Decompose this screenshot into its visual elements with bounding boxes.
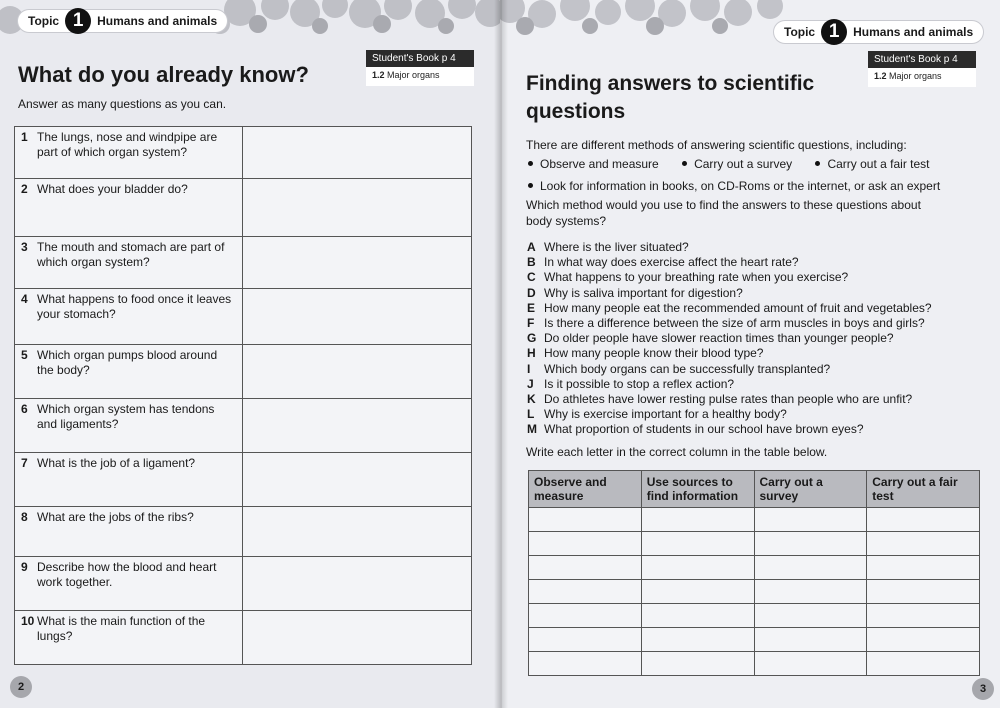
question-number: 8 (21, 510, 28, 524)
question-cell (15, 345, 243, 399)
question-text: Which organ pumps blood around the body? (37, 348, 218, 377)
page-title: What do you already know? (18, 62, 309, 87)
answer-cell[interactable] (243, 345, 472, 399)
question-text: What is the job of a ligament? (37, 456, 196, 470)
column-header: Carry out a survey (754, 471, 867, 508)
question-number: 1 (21, 130, 28, 144)
question-text: Where is the liver situated? (544, 240, 689, 254)
answer-cell[interactable] (641, 628, 754, 652)
answer-cell[interactable] (641, 532, 754, 556)
methods-list (526, 157, 948, 171)
question-letter: H (527, 346, 536, 361)
topic-pill (774, 21, 983, 43)
table-row (529, 628, 980, 652)
question-text: What are the jobs of the ribs? (37, 510, 194, 524)
column-header: Carry out a fair test (867, 471, 980, 508)
question-cell (15, 179, 243, 237)
list-item (527, 240, 932, 255)
question-number: 3 (21, 240, 28, 254)
topic-label: Topic (784, 25, 816, 39)
answer-cell[interactable] (243, 289, 472, 345)
question-letter: D (527, 285, 536, 300)
answer-cell[interactable] (529, 580, 642, 604)
question-number: 7 (21, 456, 28, 470)
answer-cell[interactable] (243, 127, 472, 179)
section-name: Major organs (387, 70, 440, 80)
list-item (527, 377, 932, 392)
answer-cell[interactable] (867, 532, 980, 556)
section-number: 1.2 (372, 70, 385, 80)
answer-cell[interactable] (754, 580, 867, 604)
question-text: What proportion of students in our school have brown eyes? (544, 422, 864, 437)
answer-cell[interactable] (529, 508, 642, 532)
list-item (527, 286, 932, 301)
table-instruction: Write each letter in the correct column in the table below. (526, 445, 828, 459)
answer-table (528, 470, 980, 676)
question-cell (15, 289, 243, 345)
table-row (529, 652, 980, 676)
topic-number: 1 (821, 19, 847, 45)
question-text: How many people know their blood type? (544, 346, 764, 361)
table-row (15, 289, 472, 345)
question-cell (15, 557, 243, 611)
table-row (15, 557, 472, 611)
question-letter: C (527, 270, 536, 285)
answer-cell[interactable] (754, 508, 867, 532)
answer-cell[interactable] (641, 556, 754, 580)
column-header: Use sources to find information (641, 471, 754, 508)
questions-table (14, 126, 472, 665)
question-text: Describe how the blood and heart work together. (37, 560, 217, 589)
table-row (529, 580, 980, 604)
list-item (527, 255, 932, 270)
page-title: Finding answers to scientific questions (526, 72, 815, 123)
question-text: What happens to food once it leaves your stomach? (37, 292, 232, 321)
question-text: Why is saliva important for digestion? (544, 285, 743, 300)
list-item (527, 270, 932, 285)
answer-cell[interactable] (529, 556, 642, 580)
page-number: 3 (972, 678, 994, 700)
question-number: 9 (21, 560, 28, 574)
question-text: What is the main function of the lungs? (37, 614, 206, 643)
topic-number: 1 (65, 8, 91, 34)
question-number: 6 (21, 402, 28, 416)
table-row (529, 556, 980, 580)
list-item (527, 346, 932, 361)
question-cell (15, 237, 243, 289)
answer-cell[interactable] (754, 532, 867, 556)
answer-cell[interactable] (867, 556, 980, 580)
question-text: Do older people have slower reaction times than younger people? (544, 331, 894, 346)
question-number: 4 (21, 292, 28, 306)
answer-cell[interactable] (529, 628, 642, 652)
answer-cell[interactable] (754, 652, 867, 676)
list-item (527, 362, 932, 377)
answer-cell[interactable] (243, 453, 472, 507)
answer-cell[interactable] (243, 611, 472, 665)
question-cell (15, 611, 243, 665)
answer-cell[interactable] (867, 628, 980, 652)
list-item (527, 301, 932, 316)
list-item (527, 392, 932, 407)
answer-cell[interactable] (243, 507, 472, 557)
question-text: Why is exercise important for a healthy body? (544, 407, 787, 422)
column-header: Observe and measure (529, 471, 642, 508)
table-row (15, 127, 472, 179)
method-item: Carry out a fair test (813, 157, 929, 171)
question-letter: K (527, 392, 536, 407)
list-item (527, 407, 932, 422)
question-text: Is it possible to stop a reflex action? (544, 376, 735, 391)
question-letter: L (527, 407, 535, 422)
answer-cell[interactable] (243, 557, 472, 611)
question-number: 10 (21, 614, 35, 628)
answer-cell[interactable] (641, 604, 754, 628)
answer-cell[interactable] (529, 652, 642, 676)
answer-cell[interactable] (529, 532, 642, 556)
answer-cell[interactable] (243, 399, 472, 453)
students-book-ref: Student's Book p 4 (868, 51, 976, 68)
answer-cell[interactable] (529, 604, 642, 628)
question-number: 5 (21, 348, 28, 362)
section-number: 1.2 (874, 71, 887, 81)
answer-cell[interactable] (867, 508, 980, 532)
answer-cell[interactable] (641, 580, 754, 604)
question-letter: F (527, 316, 535, 331)
students-book-ref: Student's Book p 4 (366, 50, 474, 67)
answer-cell[interactable] (867, 604, 980, 628)
question-letter: E (527, 300, 536, 315)
answer-cell[interactable] (754, 628, 867, 652)
method-item: Look for information in books, on CD-Roms or the internet, or ask an expert (526, 179, 940, 193)
answer-cell[interactable] (641, 652, 754, 676)
table-row (529, 604, 980, 628)
answer-cell[interactable] (754, 556, 867, 580)
students-book-tag (868, 51, 976, 87)
question-number: 2 (21, 182, 28, 196)
intro-text: There are different methods of answering scientific questions, including: (526, 138, 907, 152)
book-gutter (494, 0, 508, 708)
question-text: Is there a difference between the size of arm muscles in boys and girls? (544, 316, 925, 331)
question-text: The lungs, nose and windpipe are part of which organ system? (37, 130, 218, 159)
question-text: How many people eat the recommended amount of fruit and vegetables? (544, 300, 932, 315)
table-row (529, 532, 980, 556)
table-row (15, 507, 472, 557)
list-item (527, 316, 932, 331)
table-row (15, 179, 472, 237)
question-text: Which body organs can be successfully transplanted? (544, 361, 831, 376)
topic-name: Humans and animals (853, 25, 974, 39)
students-book-tag (366, 50, 474, 86)
table-row (15, 453, 472, 507)
question-letter: I (527, 361, 531, 376)
list-item (527, 331, 932, 346)
method-item: Observe and measure (526, 157, 659, 171)
topic-label: Topic (28, 14, 60, 28)
answer-cell[interactable] (867, 652, 980, 676)
answer-cell[interactable] (641, 508, 754, 532)
question-text: Which organ system has tendons and ligaments? (37, 402, 215, 431)
question-text: What happens to your breathing rate when you exercise? (544, 270, 849, 285)
question-letter: G (527, 331, 537, 346)
question-cell (15, 399, 243, 453)
table-row (15, 237, 472, 289)
instruction-text: Answer as many questions as you can. (18, 97, 227, 111)
question-cell (15, 127, 243, 179)
question-letter: B (527, 255, 536, 270)
list-item (527, 422, 932, 437)
question-text: What does your bladder do? (37, 182, 188, 196)
question-cell (15, 507, 243, 557)
answer-cell[interactable] (243, 179, 472, 237)
method-item: Carry out a survey (680, 157, 792, 171)
question-cell (15, 453, 243, 507)
table-row (15, 611, 472, 665)
topic-name: Humans and animals (97, 14, 218, 28)
section-name: Major organs (889, 71, 942, 81)
table-row (15, 345, 472, 399)
answer-cell[interactable] (867, 580, 980, 604)
table-row (529, 508, 980, 532)
question-text: In what way does exercise affect the heart rate? (544, 255, 799, 270)
table-row (15, 399, 472, 453)
answer-cell[interactable] (243, 237, 472, 289)
question-list (527, 240, 932, 438)
question-prompt: Which method would you use to find the answers to these questions about body systems? (526, 198, 921, 228)
topic-pill (18, 10, 227, 32)
question-letter: M (527, 422, 537, 437)
page-number: 2 (10, 676, 32, 698)
question-text: Do athletes have lower resting pulse rates than people who are unfit? (544, 392, 913, 407)
question-letter: J (527, 376, 534, 391)
question-text: The mouth and stomach are part of which organ system? (37, 240, 225, 269)
answer-cell[interactable] (754, 604, 867, 628)
question-letter: A (527, 240, 536, 254)
